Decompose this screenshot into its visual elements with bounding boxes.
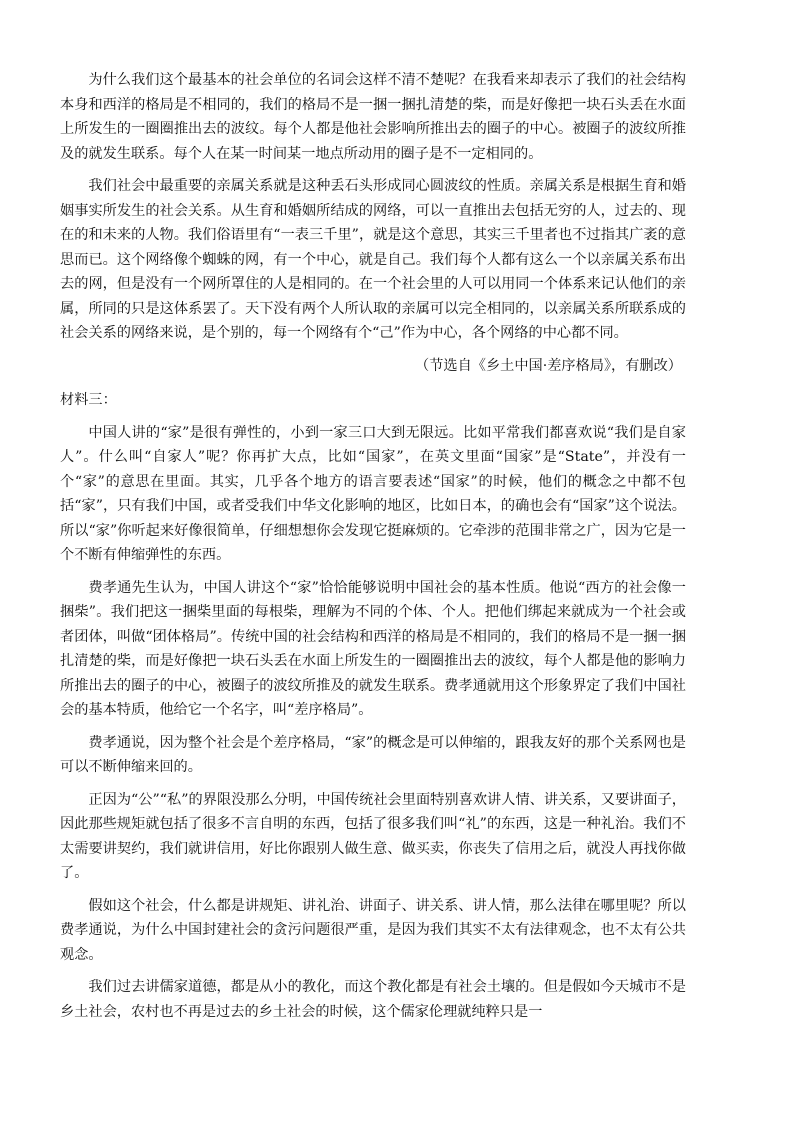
material-heading: 材料三： — [60, 392, 117, 408]
source-note: （节选自《乡土中国·差序格局》，有删改） — [415, 357, 682, 374]
paragraph-7: 假如这个社会，什么都是讲规矩、讲礼治、讲面子、讲关系、讲人情，那么法律在哪里呢？所以费孝通说，为什么中国封建社会的贪污问题很严重，是因为我们其实不太有法律观念，也不太有公共观念。 — [60, 897, 686, 963]
paragraph-6: 正因为“公”“私”的界限没那么分明，中国传统社会里面特别喜欢讲人情、讲关系，又要讲面子，因此那些规矩就包括了很多不言自明的东西，包括了很多我们叫“礼”的东西，这是一种礼治。我们不太需要讲契约，我们就讲信用，好比你跟别人做生意、做买卖，你丧失了信用之后，就没人再找你做了。 — [60, 791, 686, 881]
paragraph-5: 费孝通说，因为整个社会是个差序格局，“家”的概念是可以伸缩的，跟我友好的那个关系网也是可以不断伸缩来回的。 — [60, 734, 686, 775]
document-page — [60, 68, 686, 1032]
paragraph-1: 为什么我们这个最基本的社会单位的名词会这样不清不楚呢？在我看来却表示了我们的社会结构本身和西洋的格局是不相同的，我们的格局不是一捆一捆扎清楚的柴，而是好像把一块石头丢在水面上所发生的一圈圈推出去的波纹。每个人都是他社会影响所推出去的圈子的中心。被圈子的波纹所推及的就发生联系。每个人在某一时间某一地点所动用的圈子是不一定相同的。 — [60, 72, 686, 162]
paragraph-3: 中国人讲的“家”是很有弹性的，小到一家三口大到无限远。比如平常我们都喜欢说“我们是自家人”。什么叫“自家人”呢？你再扩大点，比如“国家”，在英文里面“国家”是“State”，并没有一个“家”的意思在里面。其实，几乎各个地方的语言要表述“国家”的时候，他们的概念之中都不包括“家”，只有我们中国，或者受我们中华文化影响的地区，比如日本，的确也会有“国家”这个说法。所以“家”你听起来好像很简单，仔细想想你会发现它挺麻烦的。它牵涉的范围非常之广，因为它是一个不断有伸缩弹性的东西。 — [60, 424, 686, 563]
paragraph-4: 费孝通先生认为，中国人讲这个“家”恰恰能够说明中国社会的基本性质。他说“西方的社会像一捆柴”。我们把这一捆柴里面的每根柴，理解为不同的个体、个人。把他们绑起来就成为一个社会或者团体，叫做“团体格局”。传统中国的社会结构和西洋的格局是不相同的，我们的格局不是一捆一捆扎清楚的柴，而是好像把一块石头丢在水面上所发生的一圈圈推出去的波纹，每个人都是他的影响力所推出去的圈子的中心，被圈子的波纹所推及的就发生联系。费孝通就用这个形象界定了我们中国社会的基本特质，他给它一个名字，叫“差序格局”。 — [60, 579, 686, 718]
paragraph-8: 我们过去讲儒家道德，都是从小的教化，而这个教化都是有社会土壤的。但是假如今天城市不是乡土社会，农村也不再是过去的乡土社会的时候，这个儒家伦理就纯粹只是一 — [60, 979, 686, 1020]
paragraph-2: 我们社会中最重要的亲属关系就是这种丢石头形成同心圆波纹的性质。亲属关系是根据生育和婚姻事实所发生的社会关系。从生育和婚姻所结成的网络，可以一直推出去包括无穷的人，过去的、现在的和未来的人物。我们俗语里有“一表三千里”，就是这个意思，其实三千里者也不过指其广袤的意思而已。这个网络像个蜘蛛的网，有一个中心，就是自己。我们每个人都有这么一个以亲属关系布出去的网，但是没有一个网所罩住的人是相同的。在一个社会里的人可以用同一个体系来记认他们的亲属，所同的只是这体系罢了。天下没有两个人所认取的亲属可以完全相同的，以亲属关系所联系成的社会关系的网络来说，是个别的，每一个网络有个“己”作为中心，各个网络的中心都不同。 — [60, 178, 686, 341]
